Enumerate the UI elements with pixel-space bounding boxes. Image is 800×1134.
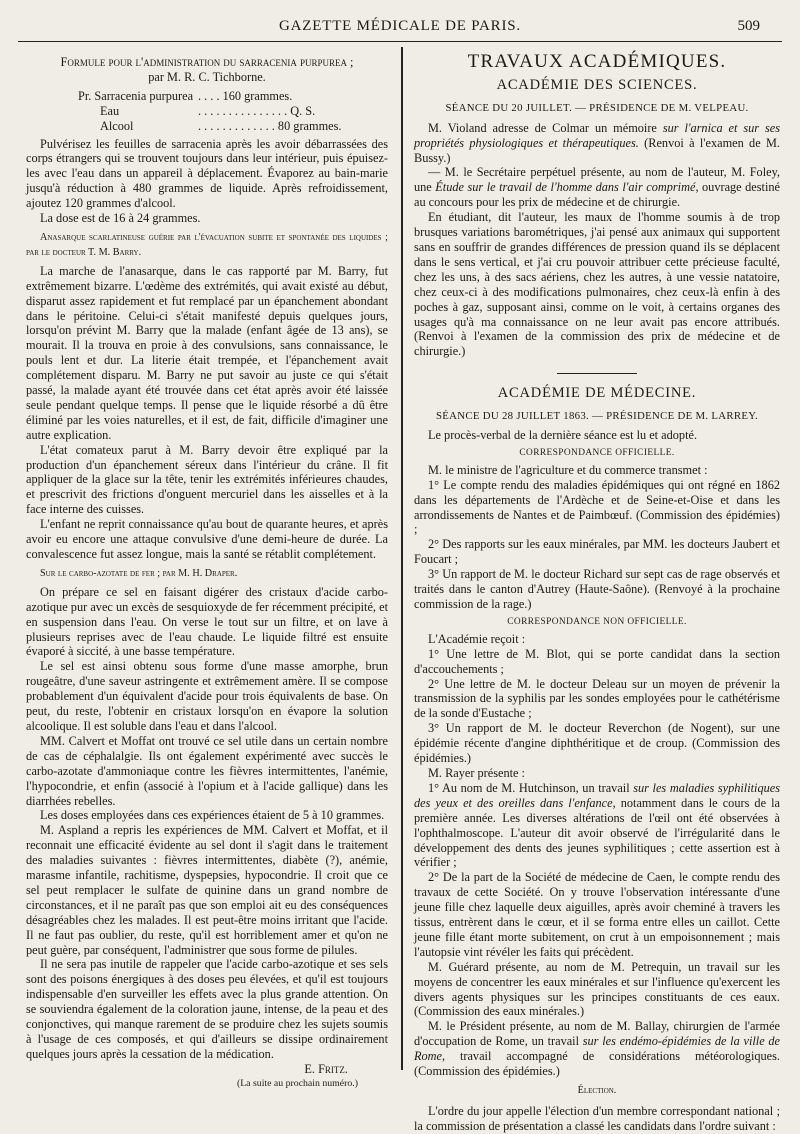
formula-title: Formule pour l'administration du sarracenia purpurea ;	[60, 55, 354, 69]
text-run: , notamment dans le cours de la première année. Les diverses altérations de l'œil ont été observées à l'ophthalmoscope. L'auteur dit avoir observé de l'irrégularité dans le développement des dents des jeunes syphilitiques ; cette assertion est à vérifier ;	[414, 795, 780, 870]
continuation-note: (La suite au prochain numéro.)	[236, 1077, 358, 1089]
page-header	[18, 16, 782, 38]
recipe-ingredient: Eau	[100, 103, 120, 118]
page-number: 509	[737, 18, 760, 34]
formula-text: Pulvérisez les feuilles de sarracenia après les avoir débarrassées des corps étrangers qui se trouvent toujours dans leur intérieur, puis épuisez-les avec l'eau dans un appareil à déplacement. Évaporez au bain-marie jusqu'à réduction à 480 grammes de liquide. Après refroidissement, ajoutez 120 grammes d'alcool.	[26, 136, 388, 211]
recipe-ingredient: Pr. Sarracenia purpurea	[78, 88, 194, 103]
academy-sciences-title: ACADÉMIE DES SCIENCES.	[496, 76, 698, 93]
text-run: — M. le Secrétaire perpétuel présente, au nom de l'auteur, M. Foley, une	[414, 165, 780, 195]
medecine-paragraph: 2° Des rapports sur les eaux minérales, par MM. les docteurs Jaubert et Foucart ;	[414, 537, 780, 567]
right-column	[414, 51, 780, 1134]
carbo-paragraph: M. Aspland a repris les expériences de MM. Calvert et Moffat, et il reconnait une efficacité évidente au sel dont il s'agit dans le traitement des maladies suivantes : fièvres intermittentes, diabète (?), anémie, marasme infantile, rachitisme, dyspepsies, hypocondrie. Il croit que ce sel peut remplacer le sulfate de quinine dans un grand nombre de circonstances, et il ne paraît pas que son emploi ait eu des conséquences désagréables chez les malades. Il est peut-être moins irritant que l'acide. Il ne faut pas oublier, du reste, qu'il est horriblement amer et qu'on ne peut guère, par conséquent, l'administrer que sous forme de pilules.	[26, 823, 388, 957]
medecine-paragraph: 2° Une lettre de M. le docteur Deleau sur un moyen de prévenir la transmission de la syphilis par les sondes employées pour le cathétérisme de la sonde d'Eustache ;	[414, 676, 780, 721]
carbo-paragraph: MM. Calvert et Moffat ont trouvé ce sel utile dans un certain nombre de cas de céphalalgie. Ils ont également expérimenté avec succès le carbo-azotate d'ammoniaque contre les fièvres intermittentes, l'anémie, l'hypocondrie, et enfin (associé à l'opium et à l'acide gallique) dans les diarrhées rebelles.	[26, 733, 388, 808]
election-paragraph: L'ordre du jour appelle l'élection d'un membre correspondant national ; la commission de présentation a classé les candidats dans l'ordre suivant :	[414, 1103, 780, 1133]
journal-title: GAZETTE MÉDICALE DE PARIS.	[279, 18, 521, 34]
carbo-paragraph: Il ne sera pas inutile de rappeler que l'acide carbo-azotique et ses sels sont des poisons énergiques à des doses peu élevées, et qu'il est toujours indispensable d'en surveiller les effets avec la plus grande attention. On se souviendra également de la coloration jaune, intense, de la peau et des conjonctives, qui manque rarement de se produire chez les sujets soumis à l'usage de ces composés, et qui d'ailleurs se dissipe ordinairement quelques jours après la cessation de la médication.	[26, 957, 388, 1061]
text-run: M. Violand adresse de Colmar un mémoire	[428, 120, 663, 135]
sciences-paragraph	[414, 165, 780, 210]
medecine-seance: SÉANCE DU 28 JUILLET 1863. — PRÉSIDENCE DE M. LARREY.	[435, 410, 759, 423]
recipe-line	[26, 104, 388, 119]
text-run: , ouvrage destiné au concours pour les prix de médecine et de chirurgie.	[414, 180, 780, 210]
left-column	[26, 55, 388, 1092]
academy-medecine-title: ACADÉMIE DE MÉDECINE.	[497, 385, 697, 402]
medecine-paragraph: 3° Un rapport de M. le docteur Reverchon (de Nogent), sur une épidémie récente d'angine diphthéritique et de croup. (Commission des épidémies.)	[414, 721, 780, 766]
proces-verbal: Le procès-verbal de la dernière séance est lu et adopté.	[428, 428, 698, 443]
medecine-paragraph: 1° Une lettre de M. Blot, qui se porte candidat dans la section d'accouchements ;	[414, 646, 780, 676]
medecine-paragraph: M. Rayer présente :	[428, 765, 525, 780]
recipe-ingredient: Alcool	[100, 118, 134, 133]
section-rule	[557, 373, 637, 374]
text-run: , travail accompagné de considérations météorologiques. (Commission des épidémies.)	[414, 1049, 780, 1079]
carbo-paragraph: On prépare ce sel en faisant digérer des cristaux d'acide carbo-azotique pur avec un excès de sesquioxyde de fer récemment précipité, et en suspension dans l'eau. On verse le tout sur un filtre, et on lave à plusieurs reprises avec de l'eau chaude. Le liquide filtré est ensuite évaporé à siccité, à une basse température.	[26, 584, 388, 659]
sciences-paragraph	[414, 121, 780, 166]
medecine-paragraph: 2° De la part de la Société de médecine de Caen, le compte rendu des travaux de cette Société. On y trouve l'observation intéressante d'une jeune fille chez laquelle deux aiguilles, après avoir cheminé à travers les tissus, entrèrent dans le cœur, et il se forma entre elles un caillot. Cette jeune fille étant morte subitement, on crut à un empoisonnement ; mais l'autopsie vint révéler les faits qui précèdent.	[414, 870, 780, 959]
medecine-paragraph: L'Académie reçoit :	[428, 631, 526, 646]
text-italic: sur l'arnica et sur ses propriétés physiologiques et thérapeutiques.	[414, 120, 780, 150]
section-title: TRAVAUX ACADÉMIQUES.	[467, 51, 727, 72]
correspondance-non-officielle-title: CORRESPONDANCE NON OFFICIELLE.	[507, 616, 687, 627]
medecine-paragraph: 3° Un rapport de M. le docteur Richard sur sept cas de rage observés et traités dans le canton d'Autrey (Haute-Saône). (Renvoyé à la prochaine commission de la rage.)	[414, 567, 780, 611]
medecine-paragraph: M. le ministre de l'agriculture et du commerce transmet :	[428, 462, 708, 477]
text-italic: sur les endémo-épidémies de la ville de Rome	[414, 1034, 780, 1064]
anasarque-paragraph: La marche de l'anasarque, dans le cas rapporté par M. Barry, fut extrêmement bizarre. L'œdème des extrémités, qui avait existé au début, disparut assez rapidement et fut remplacé par un épanchement abondant dans le péritoine. Celui-ci s'était manifesté depuis quelques jours, lorsqu'on prévint M. Barry que la malade (enfant âgée de 13 ans), se mourait. Il la trouva en proie à des convulsions, sans connaissance, le pouls lent et dur. La literie était trempée, et l'épanchement avait complétement disparu. M. Barry ne put savoir au juste ce qui s'était passé, la malade ayant été trouvée dans cet état après avoir été laissée seule pendant quelque temps. Il pense que le liquide résorbé a dû être éliminé par les voies naturelles, et il est, de fait, difficile d'imaginer une autre explication.	[26, 263, 388, 442]
sciences-paragraph: En étudiant, dit l'auteur, les maux de l'homme soumis à de trop brusques variations barométriques, j'ai pensé aux animaux qui supportent sans en souffrir de grandes différences de pression quand ils se déplacent dans le sens vertical, et j'ai cru pouvoir attribuer cette précieuse faculté, chez les uns, à des sacs aériens, chez les autres, à une vessie natatoire, chez ceux-ci à des modifications pulmonaires, chez ceux-là enfin à des poches à gaz, supposant ainsi, comme on le voit, à certains organes des usages qu'à ma connaissance on ne leur avait pas encore attribués. (Renvoi à l'examen de la commission des prix de médecine et de chirurgie.)	[414, 210, 780, 359]
correspondance-officielle-title: CORRESPONDANCE OFFICIELLE.	[519, 447, 675, 458]
header-rule	[18, 41, 782, 42]
text-italic: Étude sur le travail de l'homme dans l'air comprimé	[435, 180, 696, 195]
column-divider	[401, 47, 403, 1070]
anasarque-paragraph: L'état comateux parut à M. Barry devoir être expliqué par la production d'un épanchement séreux dans l'intérieur du crâne. Il fit appliquer de la glace sur la tête, tenir les extrémités inférieures chaudes, et prescrivit des frictions d'onguent mercuriel dans les aisselles et à la face interne des cuisses.	[26, 442, 388, 517]
author-signature: E. Fritz.	[304, 1061, 348, 1076]
recipe-line	[26, 89, 388, 104]
carbo-paragraph: Les doses employées dans ces expériences étaient de 5 à 10 grammes.	[40, 808, 385, 823]
medecine-paragraph	[414, 1019, 780, 1079]
anasarque-title: Anasarque scarlatineuse guérie par l'évacuation subite et spontanée des liquides ; par le docteur T. M. Barry.	[26, 231, 388, 258]
carbo-paragraph: Le sel est ainsi obtenu sous forme d'une masse amorphe, brun rougeâtre, d'une saveur astringente et extrêmement amère. Il se compose probablement d'un équivalent d'acide pour trois équivalents de base. On peut, du reste, l'obtenir en cristaux lorsqu'on en évapore la solution alcoolique. Il est soluble dans l'eau et dans l'alcool.	[26, 659, 388, 733]
recipe-quantity: . . . . . . . . . . . . . . . Q. S.	[198, 103, 316, 118]
medecine-paragraph	[414, 781, 780, 870]
text-run: 1° Au nom de M. Hutchinson, un travail	[428, 780, 634, 795]
carbo-title: Sur le carbo-azotate de fer ; par M. H. Draper.	[40, 567, 238, 579]
medecine-paragraph: M. Guérard présente, au nom de M. Petrequin, un travail sur les moyens de concentrer les eaux minérales et sur l'influence qu'exercent les divers agents physiques sur les principes constituants de ces eaux. (Commission des eaux minérales.)	[414, 959, 780, 1019]
recipe-quantity: . . . . . . . . . . . . . 80 grammes.	[198, 118, 342, 133]
recipe-line	[26, 119, 388, 134]
text-run: M. le Président présente, au nom de M. Ballay, chirurgien de l'armée d'occupation de Rome, un travail	[414, 1019, 780, 1049]
text-italic: sur les maladies syphilitiques des yeux et des oreilles dans l'enfance	[414, 780, 780, 810]
text-run: (Renvoi à l'examen de M. Bussy.)	[414, 135, 780, 165]
formula-author: par M. R. C. Tichborne.	[148, 69, 266, 84]
anasarque-paragraph: L'enfant ne reprit connaissance qu'au bout de quarante heures, et après avoir eu encore une attaque convulsive d'une demi-heure de durée. La convalescence fut assez longue, mais la santé se rétablit complétement.	[26, 517, 388, 561]
sciences-seance: SÉANCE DU 20 JUILLET. — PRÉSIDENCE DE M. VELPEAU.	[445, 101, 749, 114]
recipe-quantity: . . . . 160 grammes.	[198, 88, 293, 103]
election-title: Élection.	[577, 1085, 617, 1096]
medecine-paragraph: 1° Le compte rendu des maladies épidémiques qui ont régné en 1862 dans les départements de l'Ardèche et de Seine-et-Oise et dans les arrondissements de Nantes et de Paimbœuf. (Commission des épidémies) ;	[414, 477, 780, 537]
formula-dose: La dose est de 16 à 24 grammes.	[40, 211, 201, 226]
